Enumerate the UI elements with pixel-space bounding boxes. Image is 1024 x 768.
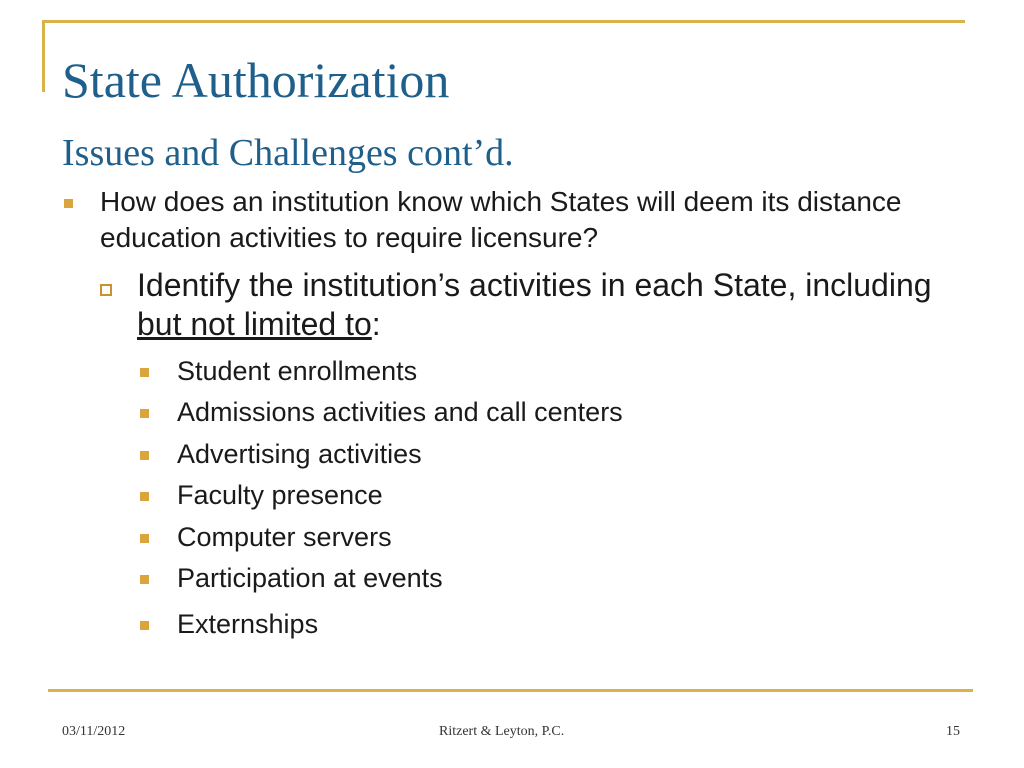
square-bullet-icon [140, 409, 149, 418]
level2-bullet-icon [100, 284, 112, 296]
slide-title: State Authorization [62, 52, 450, 108]
footer-company: Ritzert & Leyton, P.C. [439, 724, 565, 739]
level2-prefix: Identify the institution’s activities in each State, including [137, 267, 932, 303]
square-bullet-icon [140, 534, 149, 543]
level2-underlined: but not limited to [137, 306, 372, 342]
frame-left-rule [42, 20, 45, 92]
square-bullet-icon [140, 492, 149, 501]
square-bullet-icon [140, 575, 149, 584]
slide-subtitle: Issues and Challenges cont’d. [62, 132, 514, 174]
frame-top-rule [42, 20, 965, 23]
level2-suffix: : [371, 306, 381, 342]
footer-rule [48, 689, 973, 692]
square-bullet-icon [140, 621, 149, 630]
square-bullet-icon [140, 451, 149, 460]
level1-bullet-text: How does an institution know which States will deem its distance education activities to require licensure? [100, 186, 902, 253]
footer-date: 03/11/2012 [62, 724, 126, 739]
square-bullet-icon [140, 368, 149, 377]
level2-bullet-text [137, 266, 937, 344]
level1-bullet-icon [64, 199, 73, 208]
footer-page-number: 15 [946, 724, 960, 739]
